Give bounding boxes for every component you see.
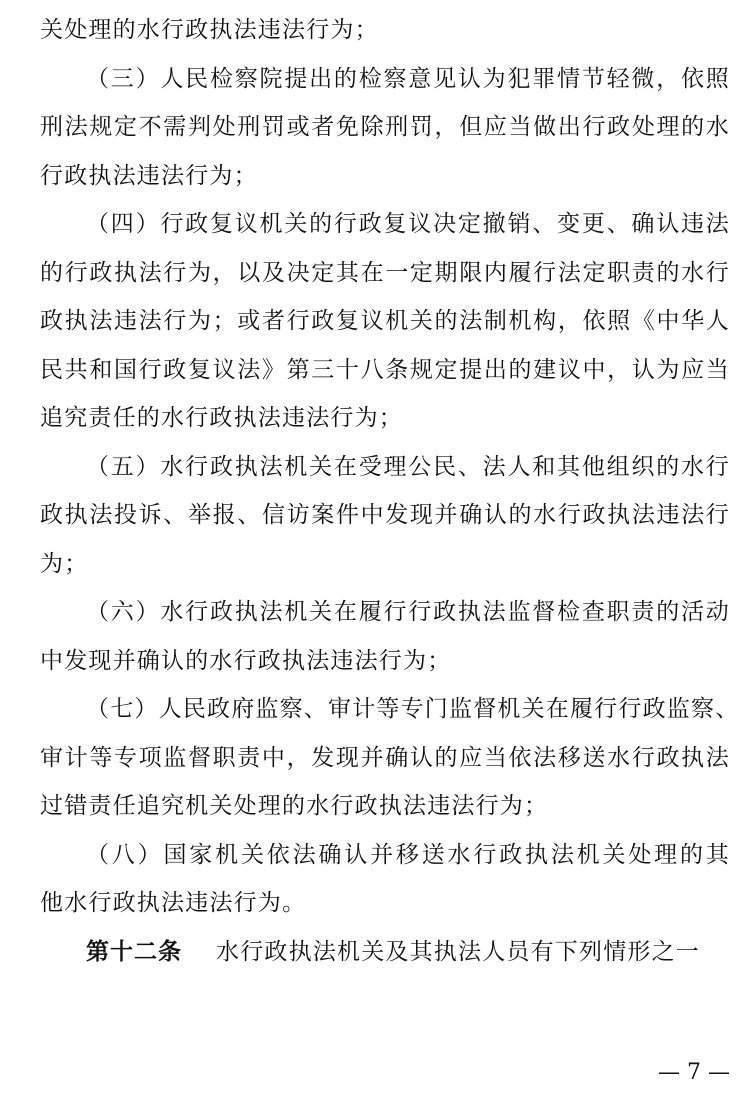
article-text: 水行政执法机关及其执法人员有下列情形之一 <box>216 938 700 965</box>
text-line: 的行政执法行为，以及决定其在一定期限内履行法定职责的水行 <box>40 259 730 286</box>
text-line: 关处理的水行政执法违法行为； <box>40 17 379 43</box>
document-body <box>40 6 740 928</box>
text-line: 中发现并确认的水行政执法违法行为； <box>40 647 452 674</box>
text-line: 刑法规定不需判处刑罚或者免除刑罚，但应当做出行政处理的水 <box>40 114 730 140</box>
text-line: 政执法投诉、举报、信访案件中发现并确认的水行政执法违法行 <box>40 502 730 528</box>
text-line: 追究责任的水行政执法违法行为； <box>40 405 403 431</box>
text-line: 行政执法违法行为； <box>40 162 258 189</box>
text-line: 为； <box>40 550 89 577</box>
text-line: 审计等专项监督职责中，发现并确认的应当依法移送水行政执法 <box>40 744 730 771</box>
article-12-line <box>40 928 730 977</box>
text-line: （五）水行政执法机关在受理公民、法人和其他组织的水行 <box>86 453 730 480</box>
article-heading: 第十二条 <box>86 938 182 965</box>
text-line: （六）水行政执法机关在履行行政执法监督检查职责的活动 <box>86 599 730 625</box>
text-line: 他水行政执法违法行为。 <box>40 890 307 916</box>
text-line: 政执法违法行为；或者行政复议机关的法制机构，依照《中华人 <box>40 308 730 334</box>
text-line: （八）国家机关依法确认并移送水行政执法机关处理的其 <box>86 841 730 868</box>
text-line: 过错责任追究机关处理的水行政执法违法行为； <box>40 793 549 819</box>
page-number: — 7 — <box>658 1060 730 1085</box>
text-line: 民共和国行政复议法》第三十八条规定提出的建议中，认为应当 <box>40 356 730 383</box>
text-line: （七）人民政府监察、审计等专门监督机关在履行行政监察、 <box>86 696 740 722</box>
text-line: （四）行政复议机关的行政复议决定撤销、变更、确认违法 <box>86 211 730 237</box>
text-line: （三）人民检察院提出的检察意见认为犯罪情节轻微，依照 <box>86 65 730 92</box>
